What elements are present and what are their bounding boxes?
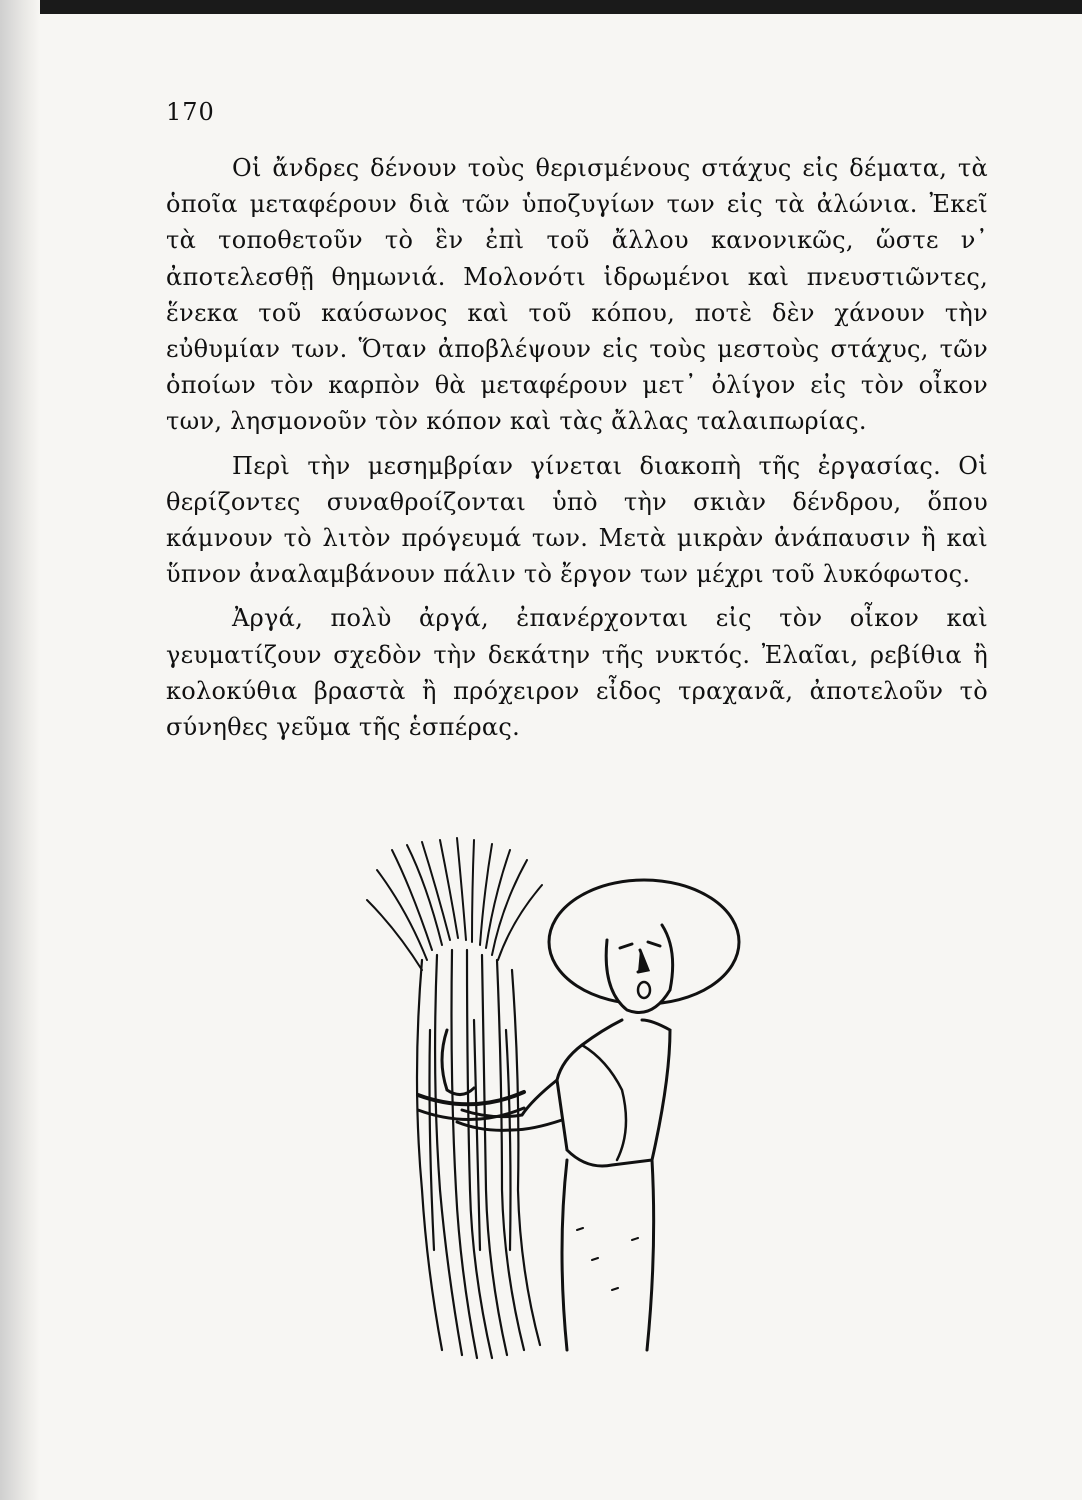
page-number: 170 xyxy=(166,98,215,126)
trousers xyxy=(562,1160,654,1350)
arm-left xyxy=(442,1030,474,1095)
scan-top-edge xyxy=(0,0,1082,14)
book-gutter xyxy=(0,0,40,1500)
wheat-heads xyxy=(367,838,542,970)
body-text xyxy=(166,150,988,753)
reaper-illustration xyxy=(352,830,752,1370)
paragraph-evening-meal: Ἀργά, πολὺ ἀργά, ἐπανέρχονται εἰς τὸν οἶκον καὶ γευματίζουν σχεδὸν τὴν δεκάτην τῆς νυκτός. Ἐλαῖαι, ρεβίθια ἢ κολοκύθια βραστὰ ἢ πρόχειρον εἶδος τραχανᾶ, ἀποτελοῦν τὸ σύνηθες γεῦμα τῆς ἑσπέρας. xyxy=(166,604,988,742)
shirt xyxy=(557,1020,670,1166)
wheat-sheaf xyxy=(417,950,540,1358)
paragraph-harvest-sheaves: Οἱ ἄνδρες δένουν τοὺς θερισμένους στάχυς εἰς δέματα, τὰ ὁποῖα μεταφέρουν διὰ τῶν ὑποζυγίων των εἰς τὰ ἀλώνια. Ἐκεῖ τὰ τοποθετοῦν τὸ ἓν ἐπὶ τοῦ ἄλλου κανονικῶς, ὥστε ν᾽ ἀποτελεσθῇ θημωνιά. Μολονότι ἱδρωμένοι καὶ πνευστιῶντες, ἕνεκα τοῦ καύσωνος καὶ τοῦ κόπου, ποτὲ δὲν χάνουν τὴν εὐθυμίαν των. Ὅταν ἀποβλέψουν εἰς τοὺς μεστοὺς στάχυς, τῶν ὁποίων τὸν καρπὸν θὰ μεταφέρουν μετ᾽ ὀλίγον εἰς τὸν οἶκον των, λησμονοῦν τὸν κόπον καὶ τὰς ἄλλας ταλαιπωρίας. xyxy=(166,154,988,436)
paragraph-midday-break: Περὶ τὴν μεσημβρίαν γίνεται διακοπὴ τῆς ἐργασίας. Οἱ θερίζοντες συναθροίζονται ὑπὸ τὴν σκιὰν δένδρου, ὅπου κάμνουν τὸ λιτὸν πρόγευμά των. Μετὰ μικρὰν ἀνάπαυσιν ἢ καὶ ὕπνον ἀναλαμβάνουν πάλιν τὸ ἔργον των μέχρι τοῦ λυκόφωτος. xyxy=(166,451,988,589)
